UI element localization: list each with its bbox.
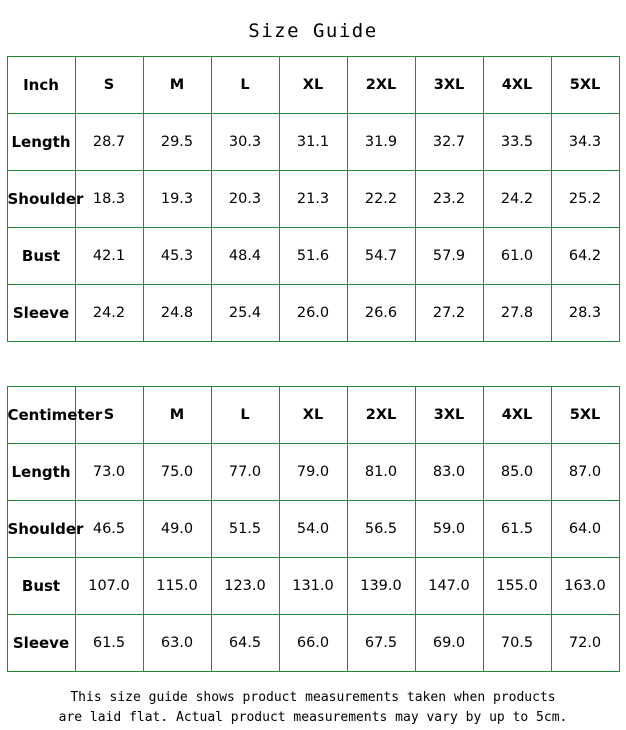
table-cell: 20.3 [211,171,279,228]
table-cell: 21.3 [279,171,347,228]
table-cell: 61.5 [75,615,143,672]
table-cell: 54.7 [347,228,415,285]
size-header-3xl: 3XL [415,387,483,444]
table-cell: 45.3 [143,228,211,285]
table-cell: 25.2 [551,171,619,228]
size-header-4xl: 4XL [483,57,551,114]
table-cell: 42.1 [75,228,143,285]
table-cell: 54.0 [279,501,347,558]
table-cell: 75.0 [143,444,211,501]
table-cell: 69.0 [415,615,483,672]
measure-label-sleeve: Sleeve [7,285,75,342]
table-row [7,501,619,558]
size-header-xl: XL [279,57,347,114]
table-cell: 22.2 [347,171,415,228]
table-cell: 81.0 [347,444,415,501]
table-cell: 28.7 [75,114,143,171]
measure-label-bust: Bust [7,558,75,615]
size-table-inch [7,56,620,342]
table-cell: 30.3 [211,114,279,171]
table-cell: 18.3 [75,171,143,228]
size-header-m: M [143,387,211,444]
measure-label-shoulder: Shoulder [7,501,75,558]
table-cell: 67.5 [347,615,415,672]
table-cell: 64.2 [551,228,619,285]
table-row [7,615,619,672]
table-cell: 79.0 [279,444,347,501]
measure-label-bust: Bust [7,228,75,285]
table-row [7,171,619,228]
table-cell: 27.2 [415,285,483,342]
table-cell: 26.0 [279,285,347,342]
size-header-5xl: 5XL [551,57,619,114]
table-cell: 63.0 [143,615,211,672]
table-row [7,285,619,342]
footnote-line-1: This size guide shows product measurements taken when products [70,690,556,705]
table-cell: 59.0 [415,501,483,558]
size-table-centimeter [7,386,620,672]
measure-label-shoulder: Shoulder [7,171,75,228]
size-header-5xl: 5XL [551,387,619,444]
table-cell: 70.5 [483,615,551,672]
table-cell: 73.0 [75,444,143,501]
table-cell: 49.0 [143,501,211,558]
table-cell: 72.0 [551,615,619,672]
size-header-s: S [75,387,143,444]
table-header-row [7,387,619,444]
table-cell: 33.5 [483,114,551,171]
table-cell: 31.1 [279,114,347,171]
table-cell: 139.0 [347,558,415,615]
size-header-xl: XL [279,387,347,444]
table-header-row [7,57,619,114]
page-title: Size Guide [248,20,378,42]
table-cell: 85.0 [483,444,551,501]
table-cell: 147.0 [415,558,483,615]
table-cell: 28.3 [551,285,619,342]
size-header-s: S [75,57,143,114]
size-header-m: M [143,57,211,114]
unit-label-inch: Inch [7,57,75,114]
table-cell: 51.6 [279,228,347,285]
table-cell: 131.0 [279,558,347,615]
footnote-line-2: are laid flat. Actual product measurements may vary by up to 5cm. [58,710,568,725]
table-cell: 24.2 [75,285,143,342]
table-cell: 64.0 [551,501,619,558]
table-row [7,228,619,285]
table-cell: 48.4 [211,228,279,285]
size-header-2xl: 2XL [347,387,415,444]
measure-label-sleeve: Sleeve [7,615,75,672]
footnote [0,672,626,728]
table-row [7,558,619,615]
table-cell: 83.0 [415,444,483,501]
table-cell: 61.5 [483,501,551,558]
size-header-3xl: 3XL [415,57,483,114]
table-cell: 155.0 [483,558,551,615]
table-cell: 163.0 [551,558,619,615]
size-header-l: L [211,387,279,444]
table-cell: 56.5 [347,501,415,558]
table-spacer [0,342,626,386]
table-cell: 123.0 [211,558,279,615]
table-cell: 32.7 [415,114,483,171]
table-cell: 57.9 [415,228,483,285]
table-cell: 46.5 [75,501,143,558]
table-cell: 77.0 [211,444,279,501]
unit-label-centimeter: Centimeter [7,387,75,444]
table-cell: 26.6 [347,285,415,342]
table-cell: 24.2 [483,171,551,228]
measure-label-length: Length [7,114,75,171]
table-cell: 64.5 [211,615,279,672]
table-cell: 51.5 [211,501,279,558]
table-cell: 115.0 [143,558,211,615]
table-cell: 66.0 [279,615,347,672]
table-row [7,114,619,171]
size-header-4xl: 4XL [483,387,551,444]
table-cell: 29.5 [143,114,211,171]
size-header-2xl: 2XL [347,57,415,114]
table-cell: 19.3 [143,171,211,228]
table-cell: 61.0 [483,228,551,285]
table-cell: 25.4 [211,285,279,342]
size-header-l: L [211,57,279,114]
table-cell: 107.0 [75,558,143,615]
table-cell: 23.2 [415,171,483,228]
table-cell: 34.3 [551,114,619,171]
table-cell: 87.0 [551,444,619,501]
table-cell: 27.8 [483,285,551,342]
measure-label-length: Length [7,444,75,501]
table-cell: 31.9 [347,114,415,171]
table-row [7,444,619,501]
table-cell: 24.8 [143,285,211,342]
